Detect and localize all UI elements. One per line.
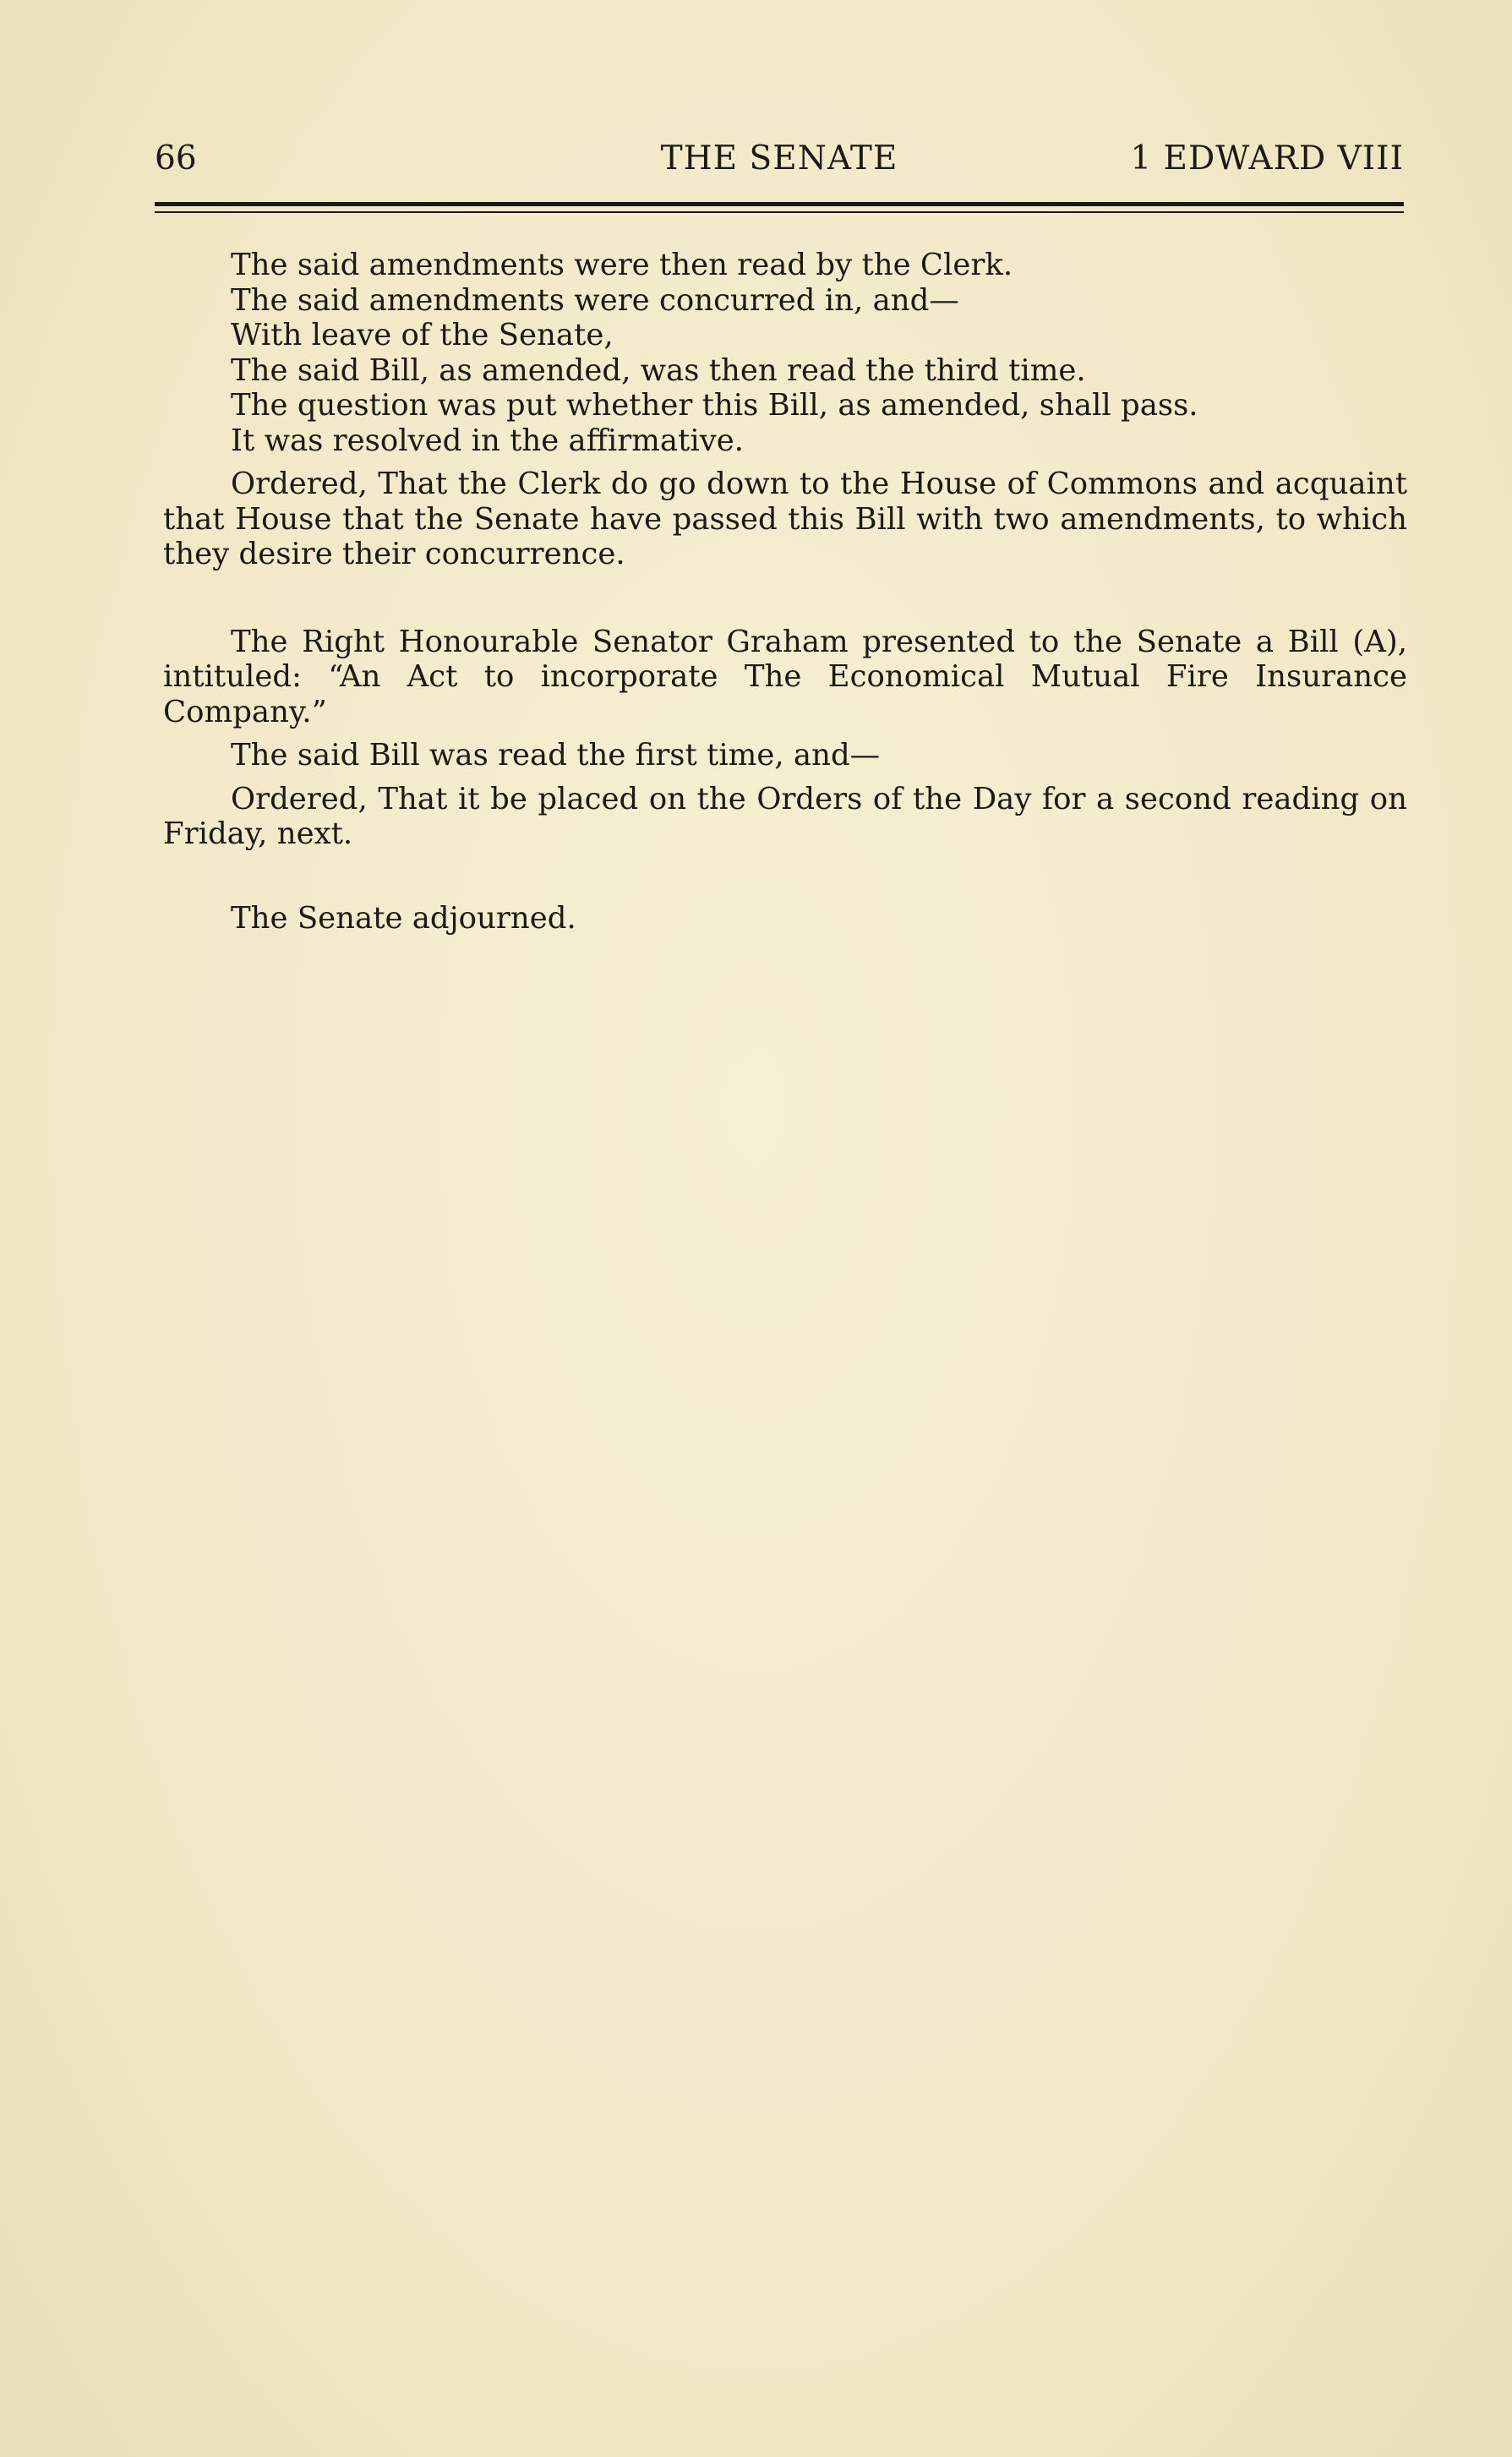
text-line-resolved: It was resolved in the affirmative. xyxy=(231,423,745,458)
paragraph-graham-bill: The Right Honourable Senator Graham presented to the Senate a Bill (A), intituled: “An Act to incorporate The Economical Mutual Fire Insurance Company.” xyxy=(163,624,1407,729)
text-line-amendments-read: The said amendments were then read by the Clerk. xyxy=(231,248,1013,282)
running-title: THE SENATE xyxy=(660,139,898,177)
page-number: 66 xyxy=(155,139,197,177)
header-rule-thick xyxy=(155,202,1404,206)
body-text xyxy=(163,248,1407,936)
reign-label: 1 EDWARD VIII xyxy=(1130,139,1404,177)
text-line-amendments-concurred: The said amendments were concurred in, and— xyxy=(231,282,959,318)
text-line-third-reading: The said Bill, as amended, was then read the third time. xyxy=(231,352,1086,388)
paragraph-ordered-second-reading: Ordered, That it be placed on the Orders of the Day for a second reading on Friday, next. xyxy=(163,781,1407,851)
header-rule-thin xyxy=(155,211,1404,213)
text-line-leave-of-senate: With leave of the Senate, xyxy=(231,318,614,352)
text-line-first-time: The said Bill was read the first time, and— xyxy=(231,738,881,773)
page-header xyxy=(155,134,1404,184)
paragraph-ordered-clerk: Ordered, That the Clerk do go down to the House of Commons and acquaint that House that the Senate have passed this Bill with two amendments, to which they desire their concurrence. xyxy=(163,467,1407,571)
text-line-question-put: The question was put whether this Bill, as amended, shall pass. xyxy=(231,388,1198,423)
text-line-adjourned: The Senate adjourned. xyxy=(231,900,576,936)
